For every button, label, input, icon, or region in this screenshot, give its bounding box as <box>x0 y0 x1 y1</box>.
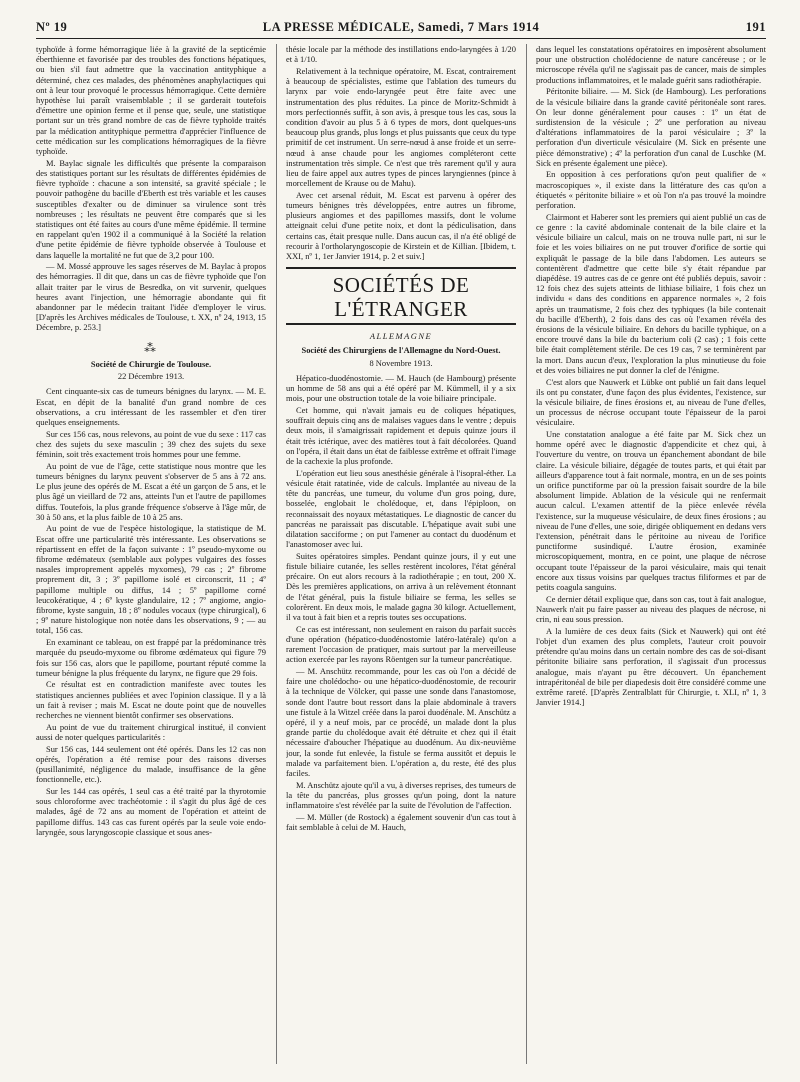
paragraph: M. Anschütz ajoute qu'il a vu, à diverses reprises, des tumeurs de la tête du pancréas, plus grosses qu'un poing, dont la nature inflammatoire s'est révélée par la suite de l'évolution de l'affection. <box>286 779 516 811</box>
header-rule <box>36 38 766 39</box>
page-number-right: 191 <box>745 20 766 34</box>
paragraph: Ce résultat est en contradiction manifeste avec toutes les statistiques anciennes publiées et avec l'opinion classique. Il y a là un fait à reviser ; mais M. Escat ne doute point que de nouvelles recherches ne viennent bientôt confirmer ses observations. <box>36 679 266 721</box>
page-number-left: Nº 19 <box>36 20 68 34</box>
paragraph: Suites opératoires simples. Pendant quinze jours, il y eut une fistule biliaire cutanée, les selles restèrent incolores, l'état général précaire. On eut alors recours à la radiothérapie ; en tout, 200 X. Dès les premières applications, on arriva à un relèvement étonnant de l'état général, puis la fistule biliaire se ferma, les selles se colorèrent. En deux mois, le malade gagna 30 kilogr. Actuellement, il va tout à fait bien et a repris toutes ses occupations. <box>286 550 516 623</box>
paragraph: A la lumière de ces deux faits (Sick et Nauwerk) qui ont été l'objet d'un examen des plus complets, l'auteur croit pouvoir prétendre qu'au moins dans un certain nombre des cas de soi-disant péritonite biliaire sans perforation, il s'agissait d'un processus analogue, mais n'ayant pu être découvert. Un épanchement intrapéritonéal de bile per diapedesis doit être considéré comme une extrême rareté. [D'après Zentralblatt für Chirurgie, t. XLI, nº 1, 3 Janvier 1914.] <box>536 625 766 708</box>
paragraph: Ce cas est intéressant, non seulement en raison du parfait succès d'une opération (hépatico-duodénostomie latéro-latérale) qu'on a rarement l'occasion de pratiquer, mais surtout par la merveilleuse action exercée par les rayons Röentgen sur la tumeur pancréatique. <box>286 623 516 665</box>
paragraph: Ce dernier détail explique que, dans son cas, tout à fait analogue, Nauwerk n'ait pu faire passer au niveau des plaques de nécrose, ni crin, ni eau sous pression. <box>536 593 766 625</box>
paragraph: — M. Anschütz recommande, pour les cas où l'on a décidé de faire une cholédocho- ou une hépatico-duodénostomie, de recourir à la technique de Völcker, qui passe une sonde dans l'anastomose, sonde dont l'autre bout ressort dans la plaie abdominale à travers une fistule à la Witzel créée dans la paroi duodénale. M. Anschütz a opéré, il y a neuf mois, par ce procédé, un malade dont la plus grande partie du cholédoque avait été détruite et chez qui il était nécessaire d'aboucher l'hépatique au duodénum. Au dix-neuvième jour, la sonde fut enlevée, la fistule se ferma aussitôt et depuis le malade va parfaitement bien. L'opération a, du reste, été des plus faciles. <box>286 666 516 779</box>
paragraph: L'opération eut lieu sous anesthésie générale à l'isopral-éther. La vésicule était ratatinée, vide de calculs. Implantée au niveau de la tête du pancréas, une tumeur, du volume d'un gros poing, dure, bosselée, englobait le cholédoque, et, dans l'épiploon, on reconnaissait des noyaux métastatiques. Le diagnostic de cancer du pancréas ne paraissait pas discutable. L'hépatique avait subi une dilatation sacciforme ; on put l'amener au contact du duodénum et l'anastomoser avec lui. <box>286 467 516 550</box>
page <box>36 20 766 1070</box>
paragraph: En opposition à ces perforations qu'on peut qualifier de « macroscopiques », il existe dans la littérature des cas qu'on a étiquetés « péritonite biliaire » et où l'on n'a pas trouvé la moindre perforation. <box>536 169 766 211</box>
paragraph: C'est alors que Nauwerk et Lübke ont publié un fait dans lequel ils ont pu constater, d'une façon des plus évidentes, l'existence, sur la vésicule biliaire, de fines érosions et, au niveau de l'une d'elles, un processus de nécrose occupant toute l'épaisseur de la paroi vésiculaire. <box>536 376 766 428</box>
paragraph: Cet homme, qui n'avait jamais eu de coliques hépatiques, souffrait depuis cinq ans de malaises vagues dans le ventre ; depuis deux mois, il s'amaigrissait rapidement et depuis quinze jours il était très ictérique, avec des matières tout à fait décolorées. Quand on l'opéra, il était dans un état de faiblesse extrême et offrait l'image de la cachexie la plus profonde. <box>286 404 516 466</box>
column-divider <box>276 44 277 1064</box>
paragraph: dans lequel les constatations opératoires en imposèrent absolument pour une obstruction cholédocienne de nature cancéreuse ; or le microscope révéla qu'il ne s'agissait pas de cancer, mais de simples productions inflammatoires, et le malade guérit sans radiothérapie. <box>536 44 766 85</box>
section-heading: Société de Chirurgie de Toulouse. <box>90 358 212 369</box>
paragraph: Une constatation analogue a été faite par M. Sick chez un homme opéré avec le diagnostic d'appendicite et chez qui, à l'ouverture du ventre, on trouva un épanchement abondant de bile claire. La vésicule biliaire, dégagée de toutes parts, et qui était par ailleurs d'apparence tout à fait normale, montra, en un de ses points un orifice punctiforme par où la pression faisait sourdre de la bile absolument limpide. Ablation de la vésicule qui ne renfermait aucun calcul. L'examen attentif de la pièce enlevée révéla l'existence, sur la muqueuse vésiculaire, de deux fines érosions ; au niveau de l'une d'elles, une soie, dirigée obliquement en dedans vers l'extension, pénétrait dans le péritoine au niveau de l'orifice punctiforme susindiqué. L'autre érosion, examinée microscopiquement, montra, en ce point, une plaque de nécrose occupant toute l'épaisseur de la paroi vésiculaire, mais qui tenait encore aux tissus voisins par quelques tractus filiformes et par de petits coagula sanguins. <box>536 429 766 593</box>
journal-title: LA PRESSE MÉDICALE, Samedi, 7 Mars 1914 <box>262 20 540 34</box>
paragraph: Au point de vue du traitement chirurgical institué, il convient aussi de noter quelques particularités : <box>36 721 266 742</box>
column-divider <box>526 44 527 1064</box>
paragraph: Cent cinquante-six cas de tumeurs bénignes du larynx. — M. E. Escat, en dépit de la banalité d'un grand nombre de ces observations, a cru intéressant de les rassembler et d'en tirer quelques enseignements. <box>36 386 266 427</box>
paragraph: M. Baylac signale les difficultés que présente la comparaison des statistiques portant sur les résultats de différentes épidémies de fièvre typhoïde : chacune a son intensité, sa gravité spéciale ; le pouvoir pathogène du bacille d'Eberth est très variable et les causes susceptibles d'exalter ou de diminuer sa virulence sont très nombreuses ; les résultats ne peuvent être comparés que si les statistiques ont été faites au cours d'une même épidémie. Il termine en rappelant qu'en 1902 il a communiqué à la Société la relation d'une petite épidémie de fièvre typhoïde observée à Toulouse et dans laquelle la mortalité ne fut que de 3,2 pour 100. <box>36 157 266 260</box>
session-date: 8 Novembre 1913. <box>369 357 433 368</box>
paragraph: Au point de vue de l'espèce histologique, la statistique de M. Escat offre une particularité très intéressante. Les observations se répartissent en effet de la façon suivante : 1º pseudo-myxome ou fibrome œdémateux (semblable aux polypes vulgaires des fosses nasales improprement appelés myxomes), 79 cas ; 2º fibrome proprement dit, 3 ; 3º papillome isolé et circonscrit, 11 ; 4º papillome multiple ou diffus, 14 ; 5º papillome corné leucokératique, 4 ; 6º kyste glandulaire, 12 ; 7º angiome, angio-fibrome, kyste sanguin, 18 ; 8º nodules vocaux (type chirurgical), 6 ; 9º nature histologique non notée dans les observations, 9 ; — au total, 156 cas. <box>36 523 266 636</box>
column-1 <box>36 44 266 1064</box>
column-3 <box>536 44 766 1064</box>
paragraph: Avec cet arsenal réduit, M. Escat est parvenu à opérer des tumeurs bénignes très développées, entre autres un fibrome, plusieurs angiomes et des papillomes massifs, dont le volume atteignait celui d'une petite noix, et dont la pédiculisation, dans certains cas, était presque nulle. Dans aucun cas, il n'a été obligé de recourir à l'ortholaryngoscopie de Kirstein et de Killian. [Ibidem, t. XXI, nº 1, 1er Janvier 1914, p. 2 et suiv.] <box>286 189 516 262</box>
paragraph: Péritonite biliaire. — M. Sick (de Hambourg). Les perforations de la vésicule biliaire dans la grande cavité péritonéale sont rares. On leur donne généralement pour causes : 1º un état de surdistension de la vésicule ; 2º une perforation au niveau d'altérations inflammatoires de la paroi vésiculaire ; 3º la perforation d'un diverticule vésiculaire (M. Sick en présente une pièce démonstrative) ; 4º la perforation d'un canal de Luschke (M. Sick en présente également une pièce). <box>536 86 766 168</box>
paragraph: — M. Müller (de Rostock) a également souvenir d'un cas tout à fait semblable à celui de M. Hauch, <box>286 811 516 833</box>
rubric-title: SOCIÉTÉS DE L'ÉTRANGER <box>286 267 516 325</box>
paragraph: Relativement à la technique opératoire, M. Escat, contrairement à beaucoup de spécialistes, estime que l'ablation des tumeurs du larynx par voie endo-laryngée peut être faite avec une instrumentation des plus réduites. La pince de Moritz-Schmidt à mors perfectionnés suffit, à son avis, à presque tous les cas, sous la condition d'avoir au plus 5 à 6 types de mors, dont quelques-uns beaucoup plus grands, plus longs et plus puissants que ceux du type primitif de cet instrument. Un serre-nœud à anse froide et un serre-nœud à anse chaude pour les angiomes compléteront cette instrumentation très simple. Ce n'est que très rarement qu'il y aura lieu de faire appel aux autres types de pinces laryngiennes (pince à morcellement de Krause ou de Mahu). <box>286 65 516 189</box>
paragraph: Hépatico-duodénostomie. — M. Hauch (de Hambourg) présente un homme de 58 ans qui a été opéré par M. Kümmell, il y a six mois, pour une obstruction totale de la voie biliaire principale. <box>286 372 516 404</box>
paragraph: Sur les 144 cas opérés, 1 seul cas a été traité par la thyrotomie sous chloroforme avec trachéotomie : il s'agit du plus âgé de ces malades, âgé de 72 ans au moment de l'opération et atteint de papillome diffus. 143 cas cas furent opérés par la seule voie endo-laryngée, sous laryngoscopie classique et sous anes- <box>36 786 266 837</box>
column-2 <box>286 44 516 1064</box>
section-heading: Société des Chirurgiens de l'Allemagne du Nord-Ouest. <box>301 345 501 356</box>
country-heading: ALLEMAGNE <box>369 331 433 342</box>
paragraph: En examinant ce tableau, on est frappé par la prédominance très marquée du pseudo-myxome ou fibrome œdémateux qui figure 79 fois sur 156 cas, alors que le papillome, pourtant réputé comme la tumeur bénigne la plus fréquente du larynx, ne figure que 29 fois. <box>36 637 266 678</box>
section-separator: ⁂ <box>144 340 158 355</box>
paragraph: thésie locale par la méthode des instillations endo-laryngées à 1/20 et à 1/10. <box>286 44 516 65</box>
paragraph: typhoïde à forme hémorragique liée à la gravité de la septicémie éberthienne et favorisée par des troubles des fonctions hépatiques, ou bien s'il faut admettre que la vaccination antityphique a déterminé, chez ces malades, des phénomènes anaphylactiques qui ont à leur tour provoqué le processus hémorragique. Cette dernière hypothèse lui paraît vraisemblable ; il se garderait toutefois d'émettre une opinion ferme et il pense que, seule, une statistique portant sur un très grand nombre de cas de fièvre typhoïde traités par la médication antityphique permettra d'apprécier l'influence de cette médication sur les complications hémorragiques de la fièvre typhoïde. <box>36 44 266 157</box>
running-header <box>36 20 766 36</box>
paragraph: — M. Mossé approuve les sages réserves de M. Baylac à propos des hémorragies. Il dit que, dans un cas de fièvre typhoïde que l'on allait traiter par le virus de Besredka, on vit survenir, quelques heures avant l'injection, une hémorragie abondante qui fit abandonner par le médecin traitant l'idée d'employer le virus. [D'après les Archives médicales de Toulouse, t. XX, nº 24, 1913, 15 Décembre, p. 253.] <box>36 261 266 333</box>
paragraph: Au point de vue de l'âge, cette statistique nous montre que les tumeurs bénignes du larynx peuvent s'observer de 5 ans à 72 ans. Le plus jeune des opérés de M. Escat a été un garçon de 5 ans, et le plus âgé un vieillard de 72 ans, atteints l'un et l'autre de papillomes diffus. Toutefois, la plus grande fréquence s'observe à l'âge mûr, de 30 à 50 ans, et la plus faible de 10 à 25 ans. <box>36 460 266 522</box>
paragraph: Sur 156 cas, 144 seulement ont été opérés. Dans les 12 cas non opérés, l'opération a été remise pour des raisons diverses (pusillanimité, négligence du malade, insuffisance de la gêne fonctionnelle, etc.). <box>36 743 266 785</box>
paragraph: Sur ces 156 cas, nous relevons, au point de vue du sexe : 117 cas chez des sujets du sexe masculin ; 39 chez des sujets du sexe féminin, soit très exactement trois hommes pour une femme. <box>36 428 266 460</box>
paragraph: Clairmont et Haberer sont les premiers qui aient publié un cas de ce genre : la cavité abdominale contenait de la bile claire et la vésicule biliaire un calcul, mais on ne trouva nulle part, ni sur le foie et les voies biliaires on ne put trouver d'orifice de sortie qui expliquât le passage de la bile dans l'abdomen. Les auteurs se contentèrent d'admettre que cette bile s'y était répandue par diapédèse. 19 autres cas de ce genre ont été publiés depuis, savoir : 12 fois chez des sujets atteints de lithiase biliaire, 1 fois chez un individu « dans des conditions en apparence normales », 2 fois après un traumatisme, 2 fois chez des typhiques (la bile contenait du bacille d'Eberth), 2 fois dans des cas où l'examen révéla des érosions de la vésicule biliaire. En dehors du bacille typhique, on a encore trouvé dans la bile du bacterium coli (2 cas) ; 1 fois cette bile était complètement stérile. De ces 19 cas, 7 se terminèrent par la mort. Dans aucun d'eux, l'exploration la plus minutieuse du foie et des voies biliaires ne put donner la clef de l'énigme. <box>536 211 766 375</box>
session-date: 22 Décembre 1913. <box>117 371 185 382</box>
